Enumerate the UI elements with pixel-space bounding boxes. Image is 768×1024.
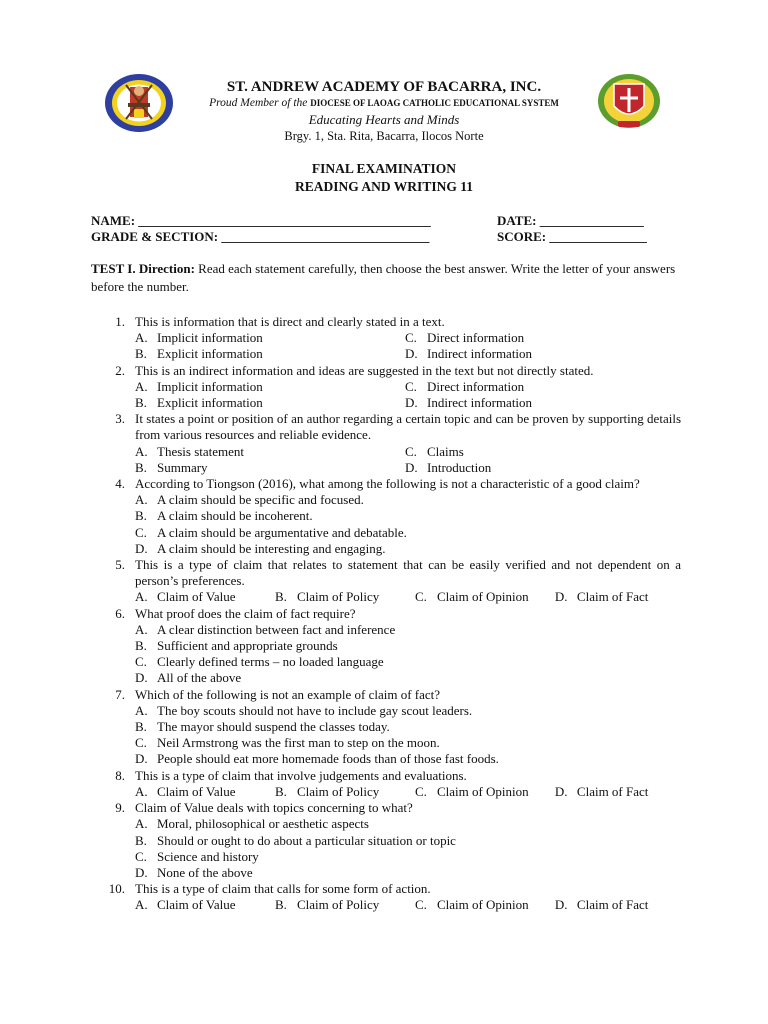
question-text: This is a type of claim that involve judgements and evaluations. bbox=[135, 767, 467, 783]
question-list bbox=[91, 314, 681, 914]
answer-option bbox=[135, 638, 681, 654]
question-item bbox=[91, 881, 681, 913]
option-letter: A. bbox=[135, 702, 148, 718]
question-item bbox=[91, 476, 681, 557]
option-letter: A. bbox=[135, 816, 148, 832]
answer-option bbox=[415, 897, 555, 913]
option-letter: A. bbox=[135, 897, 148, 913]
option-letter: A. bbox=[135, 492, 148, 508]
answer-option bbox=[405, 379, 675, 395]
date-field: DATE: ________________ bbox=[497, 213, 644, 228]
option-text: A claim should be specific and focused. bbox=[157, 492, 364, 508]
option-text: Claim of Value bbox=[157, 589, 236, 605]
option-text: All of the above bbox=[157, 670, 242, 686]
question-text: Claim of Value deals with topics concerning to what? bbox=[135, 800, 413, 816]
answer-option bbox=[135, 816, 681, 832]
option-text: Claim of Value bbox=[157, 897, 236, 913]
answer-option bbox=[135, 670, 681, 686]
question-number: 5. bbox=[115, 557, 125, 573]
option-text: Claim of Fact bbox=[576, 783, 649, 799]
option-text: Direct information bbox=[427, 378, 525, 394]
option-letter: D. bbox=[405, 395, 418, 411]
option-text: Claims bbox=[427, 443, 464, 459]
option-letter: D. bbox=[135, 751, 148, 767]
option-letter: B. bbox=[135, 638, 147, 654]
option-text: The boy scouts should not have to include gay scout leaders. bbox=[157, 702, 473, 718]
option-text: Summary bbox=[157, 459, 208, 475]
option-row bbox=[135, 379, 681, 395]
school-name: ST. ANDREW ACADEMY OF BACARRA, INC. bbox=[226, 79, 542, 95]
option-letter: A. bbox=[135, 378, 148, 394]
option-row bbox=[135, 897, 681, 913]
answer-option bbox=[405, 395, 675, 411]
option-text: Should or ought to do about a particular situation or topic bbox=[157, 832, 456, 848]
school-address: Brgy. 1, Sta. Rita, Bacarra, Ilocos Norte bbox=[284, 129, 484, 143]
answer-option bbox=[275, 784, 415, 800]
question-text: This is information that is direct and clearly stated in a text. bbox=[135, 314, 445, 329]
membership-line bbox=[150, 96, 618, 111]
exam-subject: READING AND WRITING 11 bbox=[295, 179, 473, 194]
option-text: None of the above bbox=[157, 864, 253, 880]
question-text: It states a point or position of an author regarding a certain topic and can be proven by supporting details from various resources and reliable evidence. bbox=[135, 411, 681, 443]
direction-text: Read each statement carefully, then choose the best answer. Write the letter of your answers before the number. bbox=[91, 261, 676, 294]
question-item bbox=[91, 768, 681, 800]
answer-option bbox=[405, 346, 675, 362]
option-text: Science and history bbox=[157, 848, 259, 864]
answer-option bbox=[135, 541, 681, 557]
grade-section-field: GRADE & SECTION: ________________________________ bbox=[91, 229, 430, 244]
answer-option bbox=[135, 833, 681, 849]
answer-option bbox=[415, 784, 555, 800]
answer-option bbox=[135, 460, 405, 476]
answer-option bbox=[135, 751, 681, 767]
option-text: Claim of Fact bbox=[576, 589, 649, 605]
option-text: Claim of Opinion bbox=[436, 897, 529, 913]
answer-option bbox=[405, 460, 675, 476]
answer-option bbox=[135, 865, 681, 881]
question-item bbox=[91, 800, 681, 881]
answer-option bbox=[135, 849, 681, 865]
option-row bbox=[135, 330, 681, 346]
option-letter: C. bbox=[135, 735, 147, 751]
option-row bbox=[135, 589, 681, 605]
option-text: A claim should be interesting and engaging. bbox=[157, 540, 386, 556]
option-letter: C. bbox=[414, 783, 427, 799]
answer-option bbox=[135, 897, 275, 913]
question-item bbox=[91, 363, 681, 412]
answer-option bbox=[405, 444, 675, 460]
option-letter: A. bbox=[135, 621, 148, 637]
option-text: Moral, philosophical or aesthetic aspects bbox=[157, 816, 369, 832]
test-direction bbox=[91, 260, 679, 296]
question-item bbox=[91, 314, 681, 363]
answer-option bbox=[415, 589, 555, 605]
option-text: Claim of Policy bbox=[296, 589, 380, 605]
option-text: Claim of Opinion bbox=[436, 783, 529, 799]
option-letter: A. bbox=[135, 330, 148, 346]
option-letter: D. bbox=[554, 783, 568, 799]
option-text: Sufficient and appropriate grounds bbox=[157, 638, 338, 654]
answer-option bbox=[275, 589, 415, 605]
option-text: Claim of Policy bbox=[296, 783, 380, 799]
option-letter: D. bbox=[135, 670, 148, 686]
question-number: 7. bbox=[115, 686, 125, 702]
member-prefix: Proud Member of the bbox=[209, 97, 308, 109]
question-text: This is a type of claim that relates to statement that can be easily verified and not dependent on a person’s preferences. bbox=[135, 557, 681, 589]
option-text: A claim should be argumentative and debatable. bbox=[157, 524, 407, 540]
option-letter: C. bbox=[414, 589, 427, 605]
option-letter: B. bbox=[135, 832, 147, 848]
option-text: Thesis statement bbox=[157, 443, 245, 459]
option-letter: B. bbox=[274, 897, 287, 913]
option-text: Explicit information bbox=[157, 395, 263, 411]
option-letter: D. bbox=[405, 459, 418, 475]
question-number: 6. bbox=[115, 605, 125, 621]
option-row bbox=[135, 460, 681, 476]
answer-option bbox=[405, 330, 675, 346]
option-text: Direct information bbox=[427, 330, 525, 346]
answer-option bbox=[135, 525, 681, 541]
answer-option bbox=[135, 703, 681, 719]
question-number: 10. bbox=[108, 881, 125, 897]
option-letter: D. bbox=[554, 589, 568, 605]
answer-option bbox=[135, 508, 681, 524]
option-letter: D. bbox=[405, 346, 418, 362]
option-letter: C. bbox=[405, 443, 417, 459]
question-number: 4. bbox=[115, 476, 125, 492]
exam-title: FINAL EXAMINATION bbox=[311, 161, 457, 176]
name-field: NAME: _____________________________________________ bbox=[91, 213, 431, 228]
option-row bbox=[135, 346, 681, 362]
option-letter: D. bbox=[135, 540, 148, 556]
option-letter: C. bbox=[135, 848, 147, 864]
option-text: Implicit information bbox=[157, 330, 263, 346]
option-text: Indirect information bbox=[427, 346, 533, 362]
school-motto: Educating Hearts and Minds bbox=[308, 112, 460, 127]
answer-option bbox=[135, 330, 405, 346]
answer-option bbox=[135, 735, 681, 751]
option-letter: C. bbox=[135, 524, 147, 540]
question-text: What proof does the claim of fact require? bbox=[135, 605, 356, 621]
answer-option bbox=[555, 589, 681, 605]
option-text: Implicit information bbox=[157, 378, 263, 394]
answer-option bbox=[555, 897, 681, 913]
option-letter: C. bbox=[405, 378, 417, 394]
option-text: Claim of Opinion bbox=[436, 589, 529, 605]
option-text: A claim should be incoherent. bbox=[157, 508, 313, 524]
question-item bbox=[91, 606, 681, 687]
option-text: Explicit information bbox=[157, 346, 263, 362]
question-item bbox=[91, 557, 681, 606]
option-letter: B. bbox=[135, 395, 147, 411]
answer-option bbox=[275, 897, 415, 913]
option-letter: B. bbox=[274, 783, 287, 799]
option-letter: B. bbox=[135, 346, 147, 362]
score-field: SCORE: _______________ bbox=[497, 229, 647, 244]
school-header bbox=[150, 78, 618, 145]
option-text: Claim of Value bbox=[157, 783, 236, 799]
option-text: Indirect information bbox=[427, 395, 533, 411]
question-text: This is an indirect information and ideas are suggested in the text but not directly stated. bbox=[135, 362, 594, 378]
option-row bbox=[135, 444, 681, 460]
option-letter: B. bbox=[135, 508, 147, 524]
option-letter: B. bbox=[135, 719, 147, 735]
test-label: TEST I. Direction: bbox=[91, 261, 195, 276]
question-item bbox=[91, 411, 681, 476]
answer-option bbox=[135, 395, 405, 411]
option-letter: C. bbox=[405, 330, 417, 346]
answer-option bbox=[135, 492, 681, 508]
option-letter: D. bbox=[135, 864, 148, 880]
option-letter: C. bbox=[135, 654, 147, 670]
option-text: The mayor should suspend the classes today. bbox=[157, 719, 390, 735]
option-row bbox=[135, 395, 681, 411]
option-text: People should eat more homemade foods than of those fast foods. bbox=[157, 751, 499, 767]
answer-option bbox=[135, 654, 681, 670]
answer-option bbox=[555, 784, 681, 800]
option-text: Introduction bbox=[427, 459, 492, 475]
option-letter: A. bbox=[135, 783, 148, 799]
option-text: Claim of Policy bbox=[296, 897, 380, 913]
option-letter: A. bbox=[135, 443, 148, 459]
answer-option bbox=[135, 444, 405, 460]
option-text: A clear distinction between fact and inference bbox=[157, 621, 396, 637]
option-text: Claim of Fact bbox=[576, 897, 649, 913]
option-row bbox=[135, 784, 681, 800]
option-letter: B. bbox=[274, 589, 287, 605]
question-text: According to Tiongson (2016), what among the following is not a characteristic of a good claim? bbox=[135, 476, 640, 492]
option-letter: D. bbox=[554, 897, 568, 913]
question-number: 1. bbox=[115, 314, 125, 329]
option-letter: C. bbox=[414, 897, 427, 913]
question-item bbox=[91, 687, 681, 768]
question-text: Which of the following is not an example of claim of fact? bbox=[135, 686, 441, 702]
option-letter: B. bbox=[135, 459, 147, 475]
option-text: Neil Armstrong was the first man to step on the moon. bbox=[157, 735, 440, 751]
question-number: 3. bbox=[115, 411, 125, 427]
answer-option bbox=[135, 719, 681, 735]
answer-option bbox=[135, 346, 405, 362]
diocese-name: DIOCESE OF LAOAG CATHOLIC EDUCATIONAL SYSTEM bbox=[310, 98, 559, 108]
answer-option bbox=[135, 379, 405, 395]
question-text: This is a type of claim that calls for some form of action. bbox=[135, 881, 431, 897]
question-number: 2. bbox=[115, 362, 125, 378]
answer-option bbox=[135, 784, 275, 800]
question-number: 8. bbox=[115, 767, 125, 783]
answer-option bbox=[135, 589, 275, 605]
question-number: 9. bbox=[115, 800, 125, 816]
answer-option bbox=[135, 622, 681, 638]
option-letter: A. bbox=[135, 589, 148, 605]
option-text: Clearly defined terms – no loaded language bbox=[157, 654, 384, 670]
